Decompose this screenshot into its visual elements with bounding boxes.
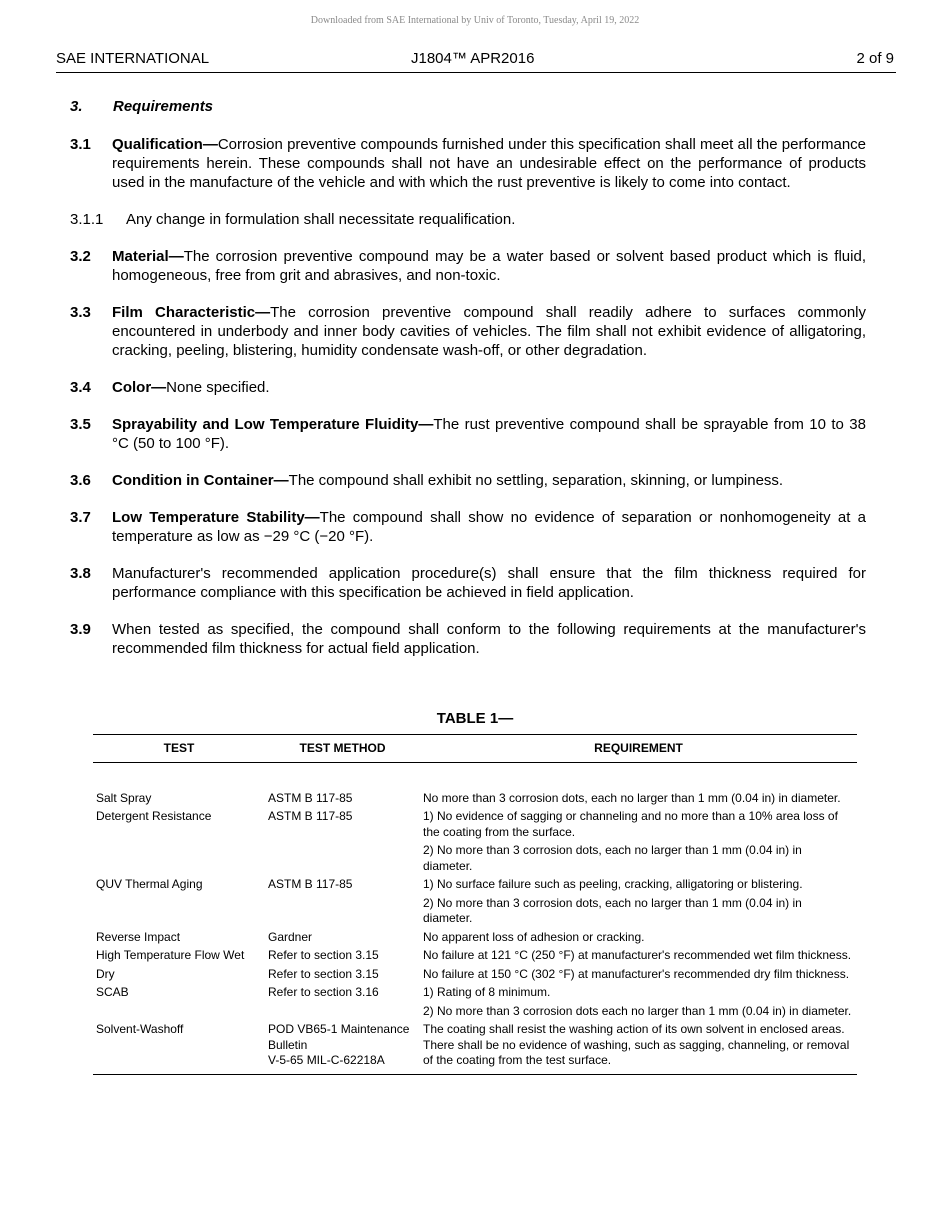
cell-method: Refer to section 3.15 xyxy=(268,966,379,981)
table-row xyxy=(93,967,857,986)
table-row xyxy=(93,930,857,949)
section-heading xyxy=(70,98,213,115)
cell-test: Salt Spray xyxy=(96,790,152,805)
paragraph-text: When tested as specified, the compound shall conform to the following requirements at the manufacturer's recommended film thickness for actual field application. xyxy=(112,621,866,657)
requirement-item: 1) No evidence of sagging or channeling and no more than a 10% area loss of the coating from the surface. xyxy=(423,809,838,839)
requirement-item: 1) No surface failure such as peeling, cracking, alligatoring or blistering. xyxy=(423,877,803,891)
paragraph-text: The rust preventive compound shall be sprayable from 10 to 38 °C (50 to 100 °F). xyxy=(112,416,866,452)
requirement-item: 2) No more than 3 corrosion dots, each no larger than 1 mm (0.04 in) in diameter. xyxy=(423,895,802,925)
requirement-item: No more than 3 corrosion dots, each no larger than 1 mm (0.04 in) in diameter. xyxy=(423,790,841,805)
requirement-item: No failure at 150 °C (302 °F) at manufacturer's recommended dry film thickness. xyxy=(423,966,850,981)
header-publisher: SAE INTERNATIONAL xyxy=(56,50,210,67)
paragraph-number: 3.4 xyxy=(70,379,91,396)
requirement-item: No failure at 121 °C (250 °F) at manufacturer's recommended wet film thickness. xyxy=(423,948,852,962)
paragraph-title: Sprayability and Low Temperature Fluidity— xyxy=(112,416,434,433)
cell-method: ASTM B 117-85 xyxy=(268,877,353,891)
paragraph-body xyxy=(126,210,866,229)
table-body xyxy=(93,762,857,1074)
paragraph-text: Any change in formulation shall necessitate requalification. xyxy=(126,211,516,228)
paragraph-3-5 xyxy=(70,415,866,453)
paragraph-text: The compound shall exhibit no settling, separation, skinning, or lumpiness. xyxy=(288,472,784,489)
header-page-number: 2 of 9 xyxy=(856,50,894,67)
paragraph-number: 3.8 xyxy=(70,565,91,582)
paragraph-text: The corrosion preventive compound shall readily adhere to surfaces commonly encountered in underbody and inner body cavities of vehicles. The film shall not exhibit evidence of alligatoring, cracking, peeling, blistering, humidity condensate wash-off, or other degradation. xyxy=(112,304,866,359)
cell-test: Solvent-Washoff xyxy=(96,1022,184,1036)
cell-test: Dry xyxy=(96,966,115,981)
paragraph-3-3 xyxy=(70,303,866,360)
cell-method: POD VB65-1 Maintenance Bulletin V-5-65 MIL-C-62218A xyxy=(268,1022,410,1067)
cell-requirement xyxy=(420,877,857,930)
paragraph-body xyxy=(112,303,866,360)
paragraph-3-7 xyxy=(70,508,866,546)
header-doc-id: J1804™ APR2016 xyxy=(411,50,535,67)
paragraph-number: 3.1.1 xyxy=(70,211,104,228)
requirements-paragraphs xyxy=(70,135,866,676)
cell-test: Detergent Resistance xyxy=(96,809,212,823)
cell-requirement xyxy=(420,762,857,809)
paragraph-body xyxy=(112,564,866,602)
download-watermark: Downloaded from SAE International by Univ of Toronto, Tuesday, April 19, 2022 xyxy=(310,15,640,26)
column-header-method: TEST METHOD xyxy=(265,735,420,763)
cell-requirement xyxy=(420,809,857,877)
paragraph-title: Material— xyxy=(112,248,184,265)
cell-method: Gardner xyxy=(268,929,313,944)
table-row xyxy=(93,809,857,877)
cell-method: Refer to section 3.16 xyxy=(268,985,379,999)
column-header-test: TEST xyxy=(93,735,265,763)
cell-requirement xyxy=(420,948,857,967)
paragraph-body xyxy=(112,415,866,453)
requirements-table xyxy=(93,734,857,1075)
paragraph-title: Color— xyxy=(112,379,167,396)
section-number: 3. xyxy=(70,98,83,115)
cell-test: Reverse Impact xyxy=(96,929,181,944)
paragraph-title: Condition in Container— xyxy=(112,472,289,489)
paragraph-title: Film Characteristic— xyxy=(112,304,271,321)
requirement-item: No apparent loss of adhesion or cracking. xyxy=(423,929,645,944)
paragraph-body xyxy=(112,620,866,658)
paragraph-number: 3.6 xyxy=(70,472,91,489)
column-header-requirement: REQUIREMENT xyxy=(420,735,857,763)
table-header-row xyxy=(93,735,857,763)
requirement-item: 2) No more than 3 corrosion dots each no larger than 1 mm (0.04 in) in diameter. xyxy=(423,1003,852,1018)
paragraph-body xyxy=(112,378,866,397)
table-row xyxy=(93,948,857,967)
requirement-item: 2) No more than 3 corrosion dots, each no larger than 1 mm (0.04 in) in diameter. xyxy=(423,843,802,873)
cell-method: ASTM B 117-85 xyxy=(268,790,353,805)
section-title: Requirements xyxy=(113,98,214,115)
page-header xyxy=(56,50,896,73)
paragraph-text: None specified. xyxy=(166,379,270,396)
paragraph-text: The compound shall show no evidence of separation or nonhomogeneity at a temperature as low as −29 °C (−20 °F). xyxy=(112,509,866,545)
paragraph-3-9 xyxy=(70,620,866,658)
paragraph-body xyxy=(112,508,866,546)
paragraph-text: The corrosion preventive compound may be a water based or solvent based product which is fluid, homogeneous, free from grit and abrasives, and non-toxic. xyxy=(112,248,866,284)
paragraph-3-6 xyxy=(70,471,866,490)
table-row xyxy=(93,762,857,809)
paragraph-3-8 xyxy=(70,564,866,602)
paragraph-body xyxy=(112,247,866,285)
cell-method: Refer to section 3.15 xyxy=(268,948,379,962)
cell-requirement xyxy=(420,1022,857,1074)
paragraph-3-4 xyxy=(70,378,866,397)
cell-requirement xyxy=(420,930,857,949)
table-title: TABLE 1— xyxy=(436,710,514,727)
paragraph-title: Low Temperature Stability— xyxy=(112,509,320,526)
paragraph-number: 3.2 xyxy=(70,248,91,265)
paragraph-number: 3.9 xyxy=(70,621,91,638)
table-row xyxy=(93,985,857,1022)
paragraph-number: 3.7 xyxy=(70,509,91,526)
paragraph-number: 3.3 xyxy=(70,304,91,321)
cell-requirement xyxy=(420,967,857,986)
paragraph-body xyxy=(112,135,866,192)
requirement-item: 1) Rating of 8 minimum. xyxy=(423,985,551,999)
paragraph-body xyxy=(112,471,866,490)
cell-test: High Temperature Flow Wet xyxy=(96,948,245,962)
cell-requirement xyxy=(420,985,857,1022)
paragraph-title: Qualification— xyxy=(112,136,218,153)
cell-test: SCAB xyxy=(96,985,129,999)
paragraph-3-1 xyxy=(70,135,866,192)
cell-test: QUV Thermal Aging xyxy=(96,877,203,891)
paragraph-text: Corrosion preventive compounds furnished under this specification shall meet all the performance requirements herein. These compounds shall not have an undesirable effect on the performance of products used in the manufacture of the vehicle and with which the rust preventive is likely to come into contact. xyxy=(112,136,866,191)
table-row xyxy=(93,877,857,930)
paragraph-3-1-1 xyxy=(70,210,866,229)
paragraph-number: 3.5 xyxy=(70,416,91,433)
paragraph-number: 3.1 xyxy=(70,136,91,153)
requirement-item: The coating shall resist the washing action of its own solvent in enclosed areas. There shall be no evidence of washing, such as sagging, channeling, or removal of the coating from the test surface. xyxy=(423,1022,850,1067)
paragraph-3-2 xyxy=(70,247,866,285)
table-row xyxy=(93,1022,857,1074)
paragraph-text: Manufacturer's recommended application procedure(s) shall ensure that the film thickness required for performance compliance with this specification be achieved in field application. xyxy=(112,565,866,601)
cell-method: ASTM B 117-85 xyxy=(268,809,353,823)
